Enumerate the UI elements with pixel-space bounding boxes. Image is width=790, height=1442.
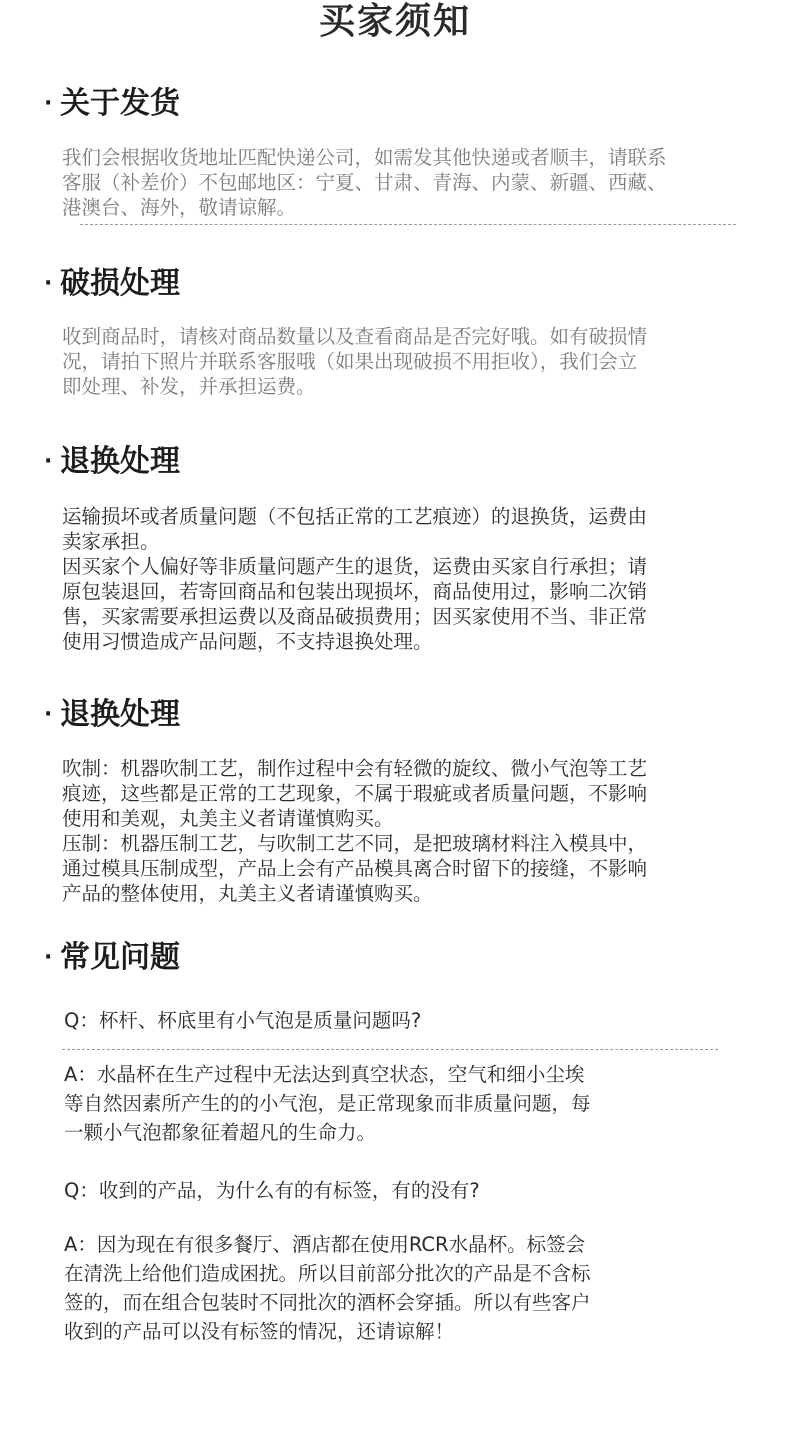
answer-line: 在清洗上给他们造成困扰。所以目前部分批次的产品是不含标	[64, 1262, 591, 1285]
text-line: 原包装退回，若寄回商品和包装出现损坏，商品使用过，影响二次销	[62, 580, 648, 603]
faq-answer-2	[64, 1230, 591, 1346]
section-heading-text: 退换处理	[60, 697, 180, 732]
text-line: 港澳台、海外，敬请谅解。	[62, 196, 297, 219]
answer-line: A：因为现在有很多餐厅、酒店都在使用RCR水晶杯。标签会	[64, 1233, 586, 1256]
answer-line: 签的，而在组合包装时不同批次的酒杯会穿插。所以有些客户	[64, 1291, 591, 1314]
text-line: 卖家承担。	[62, 530, 160, 553]
text-line: 使用习惯造成产品问题，不支持退换处理。	[62, 630, 433, 653]
faq-question-1	[64, 1006, 421, 1035]
shipping-paragraph	[62, 145, 667, 220]
text-line: 售，买家需要承担运费以及商品破损费用；因买家使用不当、非正常	[62, 605, 648, 628]
text-line: 使用和美观，丸美主义者请谨慎购买。	[62, 807, 394, 830]
text-line: 通过模具压制成型，产品上会有产品模具离合时留下的接缝，不影响	[62, 857, 648, 880]
text-line: 因买家个人偏好等非质量问题产生的退货，运费由买家自行承担；请	[62, 555, 648, 578]
divider	[80, 224, 736, 225]
text-line: 况，请拍下照片并联系客服哦（如果出现破损不用拒收），我们会立	[62, 350, 638, 373]
section-heading-faq	[44, 938, 180, 978]
craft-paragraph	[62, 756, 647, 906]
bullet-dot-icon: ·	[44, 91, 53, 116]
section-heading-craft	[44, 695, 180, 735]
faq-question-2	[64, 1176, 480, 1205]
question-text: Q：杯杆、杯底里有小气泡是质量问题吗?	[64, 1009, 422, 1032]
question-text: Q：收到的产品，为什么有的有标签，有的没有?	[64, 1179, 480, 1202]
section-heading-text: 关于发货	[60, 86, 180, 121]
text-line: 压制：机器压制工艺，与吹制工艺不同，是把玻璃材料注入模具中，	[62, 832, 648, 855]
text-line: 痕迹，这些都是正常的工艺现象，不属于瑕疵或者质量问题，不影响	[62, 782, 648, 805]
bullet-dot-icon: ·	[44, 702, 53, 727]
bullet-dot-icon: ·	[44, 271, 53, 296]
answer-line: 一颗小气泡都象征着超凡的生命力。	[64, 1121, 377, 1144]
text-line: 我们会根据收货地址匹配快递公司，如需发其他快递或者顺丰，请联系	[62, 146, 667, 169]
section-heading-text: 破损处理	[60, 266, 180, 301]
bullet-dot-icon: ·	[44, 449, 53, 474]
section-heading-text: 常见问题	[60, 940, 180, 975]
text-line: 即处理、补发，并承担运费。	[62, 375, 316, 398]
section-heading-damage	[44, 264, 180, 304]
page-title: 买家须知	[318, 1, 471, 42]
text-line: 收到商品时，请核对商品数量以及查看商品是否完好哦。如有破损情	[62, 325, 648, 348]
section-heading-returns	[44, 442, 180, 482]
divider	[62, 1049, 718, 1050]
answer-line: A：水晶杯在生产过程中无法达到真空状态，空气和细小尘埃	[64, 1063, 585, 1086]
bullet-dot-icon: ·	[44, 945, 53, 970]
faq-answer-1	[64, 1060, 591, 1147]
answer-line: 等自然因素所产生的的小气泡，是正常现象而非质量问题，每	[64, 1092, 591, 1115]
text-line: 吹制：机器吹制工艺，制作过程中会有轻微的旋纹、微小气泡等工艺	[62, 757, 648, 780]
text-line: 运输损坏或者质量问题（不包括正常的工艺痕迹）的退换货，运费由	[62, 505, 648, 528]
section-heading-text: 退换处理	[60, 444, 180, 479]
text-line: 客服（补差价）不包邮地区：宁夏、甘肃、青海、内蒙、新疆、西藏、	[62, 171, 667, 194]
text-line: 产品的整体使用，丸美主义者请谨慎购买。	[62, 882, 433, 905]
damage-paragraph	[62, 324, 647, 399]
returns-paragraph	[62, 504, 647, 654]
answer-line: 收到的产品可以没有标签的情况，还请谅解！	[64, 1320, 455, 1343]
section-heading-shipping	[44, 84, 180, 124]
